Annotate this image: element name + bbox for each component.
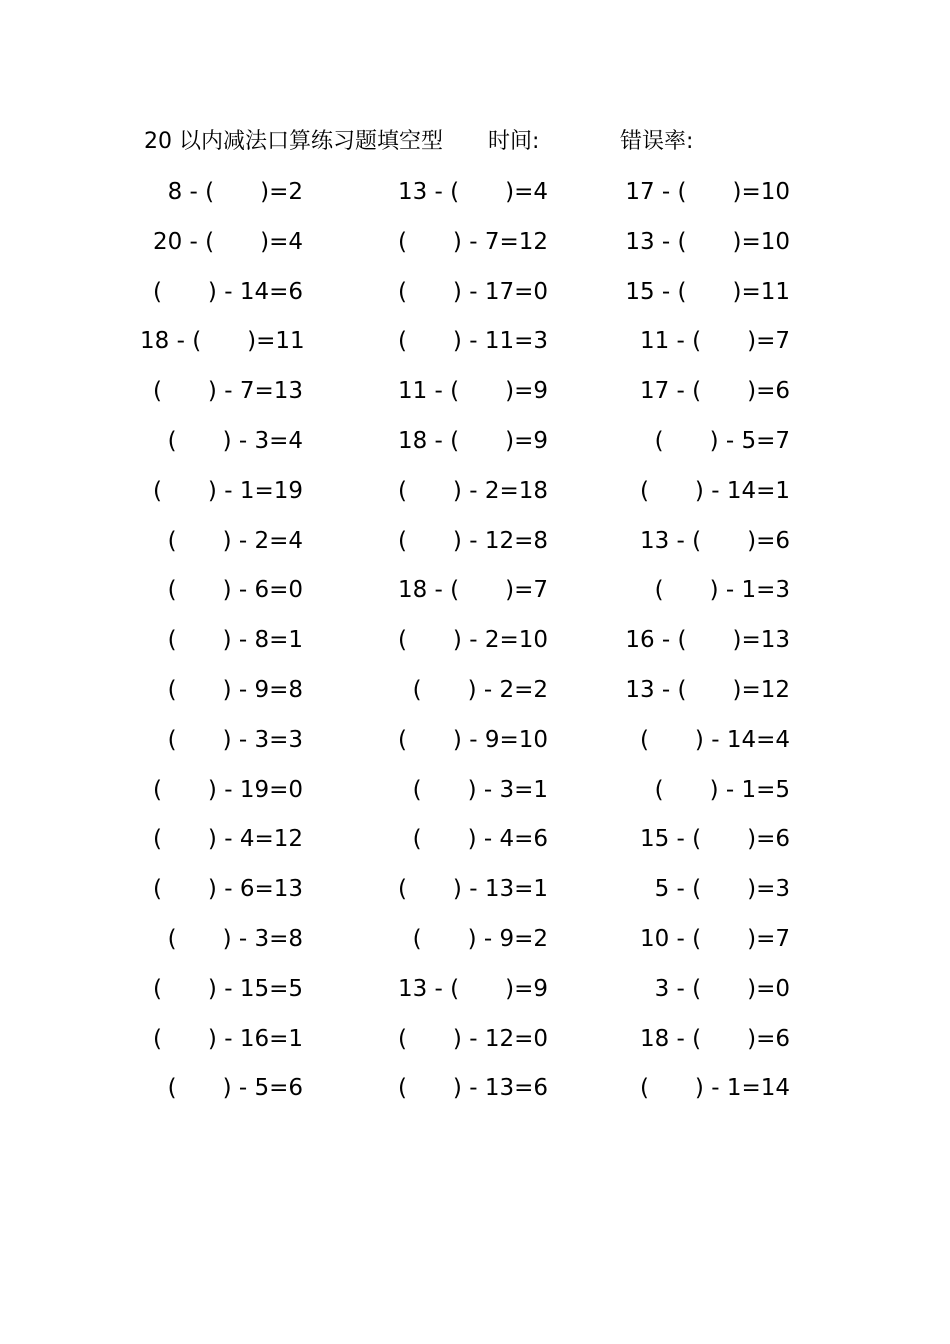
problem-item: ( ) - 1=3 [654,577,790,604]
problem-item: ( ) - 1=5 [654,776,790,803]
problem-item: 10 - ( )=7 [639,926,790,952]
problem-row [140,869,810,909]
problem-item: ( ) - 16=1 [152,1025,303,1052]
time-label: 时间: [488,129,540,154]
problem-item: ( ) - 8=1 [167,627,303,654]
problem-item: 18 - ( )=9 [397,428,548,454]
problem-item: ( ) - 2=2 [412,677,548,703]
problem-item: ( ) - 4=6 [412,826,548,853]
problem-item: ( ) - 12=8 [397,527,548,554]
problem-item: ( ) - 4=12 [152,826,303,853]
problem-item: 15 - ( )=6 [639,826,790,853]
problem-item: 13 - ( )=6 [639,527,790,554]
problem-item: 20 - ( )=4 [152,228,303,255]
problem-row [140,471,810,511]
problem-item: 13 - ( )=10 [625,228,790,255]
problem-item: ( ) - 12=0 [397,1025,548,1052]
problem-item: ( ) - 15=5 [152,975,303,1002]
problem-item: 17 - ( )=10 [625,179,790,205]
problem-item: ( ) - 11=3 [397,328,548,355]
problem-item: 18 - ( )=7 [397,577,548,604]
problem-item: ( ) - 7=13 [152,378,303,405]
problem-row [140,172,810,212]
problem-item: ( ) - 14=6 [152,278,303,305]
problem-row [140,272,810,312]
problem-item: ( ) - 5=6 [167,1075,303,1102]
problem-item: ( ) - 6=0 [167,577,303,604]
problem-item: 11 - ( )=9 [397,378,548,405]
problem-row [140,819,810,859]
problem-item: 18 - ( )=6 [639,1025,790,1052]
problem-item: ( ) - 2=18 [397,477,548,504]
problem-item: 13 - ( )=12 [625,677,790,703]
problem-row [140,222,810,262]
problem-item: ( ) - 3=4 [167,428,303,454]
problem-row [140,521,810,561]
problem-row [140,1019,810,1059]
problem-item: ( ) - 19=0 [152,776,303,803]
problem-item: ( ) - 13=6 [397,1075,548,1102]
problem-item: ( ) - 5=7 [654,428,790,454]
problem-row [140,919,810,959]
worksheet-header [144,124,764,160]
problem-item: ( ) - 9=2 [412,926,548,952]
problem-item: ( ) - 7=12 [397,228,548,255]
problem-item: ( ) - 3=1 [412,776,548,803]
problem-row [140,570,810,610]
problem-item: 16 - ( )=13 [625,627,790,654]
problem-row [140,321,810,361]
problem-item: 11 - ( )=7 [639,328,790,355]
problem-item: ( ) - 6=13 [152,876,303,903]
problem-item: ( ) - 3=8 [167,926,303,952]
problem-row [140,421,810,461]
problem-item: 17 - ( )=6 [639,378,790,405]
problem-item: ( ) - 13=1 [397,876,548,903]
error-rate-label: 错误率: [620,129,694,154]
problem-row [140,969,810,1009]
problem-item: ( ) - 9=8 [167,677,303,703]
problem-row [140,770,810,810]
problem-item: 8 - ( )=2 [167,179,303,205]
problem-item: 3 - ( )=0 [654,975,790,1002]
problem-grid [140,172,810,1112]
problem-item: ( ) - 2=4 [167,527,303,554]
problem-row [140,1068,810,1108]
problem-row [140,620,810,660]
problem-item: ( ) - 14=4 [639,726,790,753]
problem-item: 15 - ( )=11 [625,278,790,305]
problem-row [140,670,810,710]
problem-row [140,371,810,411]
problem-item: 5 - ( )=3 [654,876,790,903]
problem-item: ( ) - 14=1 [639,477,790,504]
problem-item: ( ) - 1=19 [152,477,303,504]
problem-item: ( ) - 9=10 [397,726,548,753]
problem-row [140,720,810,760]
problem-item: ( ) - 1=14 [639,1075,790,1102]
problem-item: 18 - ( )=11 [140,328,305,355]
problem-item: 13 - ( )=4 [397,179,548,205]
problem-item: ( ) - 2=10 [397,627,548,654]
page-title: 20 以内减法口算练习题填空型 [144,129,443,154]
problem-item: ( ) - 3=3 [167,726,303,753]
problem-item: ( ) - 17=0 [397,278,548,305]
problem-item: 13 - ( )=9 [397,975,548,1002]
